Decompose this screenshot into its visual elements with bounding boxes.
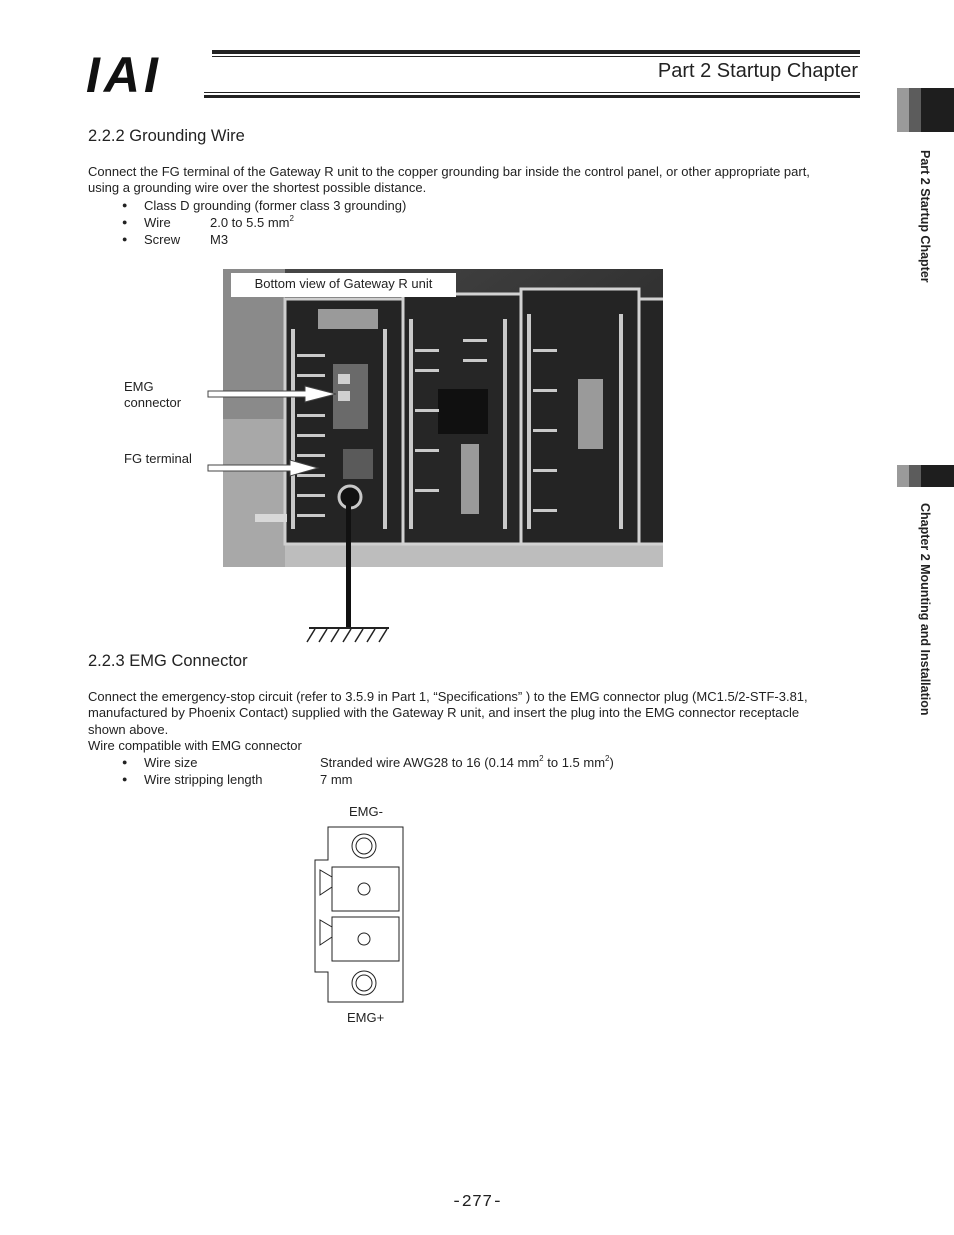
fg-arrow-icon: [208, 460, 318, 476]
label-line: connector: [124, 395, 182, 410]
emg-connector-label: [124, 379, 181, 411]
page-number: -277-: [451, 1193, 503, 1212]
paragraph-line: Connect the FG terminal of the Gateway R unit to the copper grounding bar inside the control panel, or other appropriate part,: [88, 164, 810, 179]
latch-lower-icon: [320, 920, 332, 945]
section-heading-emg: 2.2.3 EMG Connector: [88, 652, 248, 670]
paragraph-line: Connect the emergency-stop circuit (refer to 3.5.9 in Part 1, “Specifications” ) to the EMG connector plug (MC1.5/2-STF-3.81,: [88, 689, 808, 704]
paragraph-line: using a grounding wire over the shortest possible distance.: [88, 180, 427, 196]
screw-bottom-inner: [356, 975, 372, 991]
terminal-lower-hole-icon: [358, 933, 370, 945]
terminal-upper-hole-icon: [358, 883, 370, 895]
list-item: ● Wire stripping length 7 mm: [122, 772, 353, 787]
side-tab-part-label: Part 2 Startup Chapter: [918, 150, 932, 283]
latch-upper-icon: [320, 870, 332, 895]
emg-connector-diagram: [312, 825, 407, 1005]
side-tab-marker: [909, 465, 921, 487]
grounding-spec-list: [122, 197, 407, 248]
list-item: ● Class D grounding (former class 3 grounding): [122, 198, 407, 213]
list-item: ● Screw M3: [122, 232, 229, 247]
list-item: ● Wire 2.0 to 5.5 $mm^2$: [122, 214, 294, 230]
emg-wire-spec-list: [122, 754, 744, 788]
header-rule: [204, 95, 860, 98]
figure-caption: Bottom view of Gateway R unit: [231, 273, 456, 297]
side-tab-marker: [897, 88, 909, 132]
header-rule: [204, 92, 860, 93]
iai-logo: IAI: [86, 47, 162, 103]
side-tab-chapter-label: Chapter 2 Mounting and Installation: [918, 503, 932, 716]
side-tab-marker: [897, 465, 909, 487]
side-tab-marker: [921, 465, 954, 487]
header-rule: [212, 56, 860, 57]
paragraph-line: manufactured by Phoenix Contact) supplied with the Gateway R unit, and insert the plug into the EMG connector receptacle: [88, 705, 800, 721]
ground-symbol-icon: [307, 629, 387, 642]
header-rule: [212, 50, 860, 54]
emg-arrow-icon: [208, 386, 336, 402]
fg-terminal-label: FG terminal: [124, 451, 192, 466]
list-item: ● Wire size Stranded wire AWG28 to 16 (0.14 $mm^2$ to 1.5 $mm^2$): [122, 754, 614, 770]
terminal-lower: [332, 917, 399, 961]
chapter-title: Part 2 Startup Chapter: [657, 60, 858, 82]
connector-body-outline: [315, 827, 403, 1002]
paragraph-line: Wire compatible with EMG connector: [88, 737, 302, 753]
callout-arrows: [200, 380, 360, 480]
paragraph-line: shown above.: [88, 721, 169, 737]
ground-wire: [346, 500, 351, 628]
terminal-upper: [332, 867, 399, 911]
side-tab-marker: [909, 88, 921, 132]
ground-wire-diagram: [295, 495, 405, 650]
emg-minus-label: EMG-: [349, 804, 383, 819]
screw-top-inner: [356, 838, 372, 854]
emg-paragraph: [88, 689, 878, 754]
grounding-paragraph: [88, 164, 878, 197]
emg-plus-label: EMG+: [347, 1010, 385, 1025]
section-heading-grounding: 2.2.2 Grounding Wire: [88, 127, 245, 145]
side-tab-marker: [921, 88, 954, 132]
label-line: EMG: [124, 379, 154, 394]
